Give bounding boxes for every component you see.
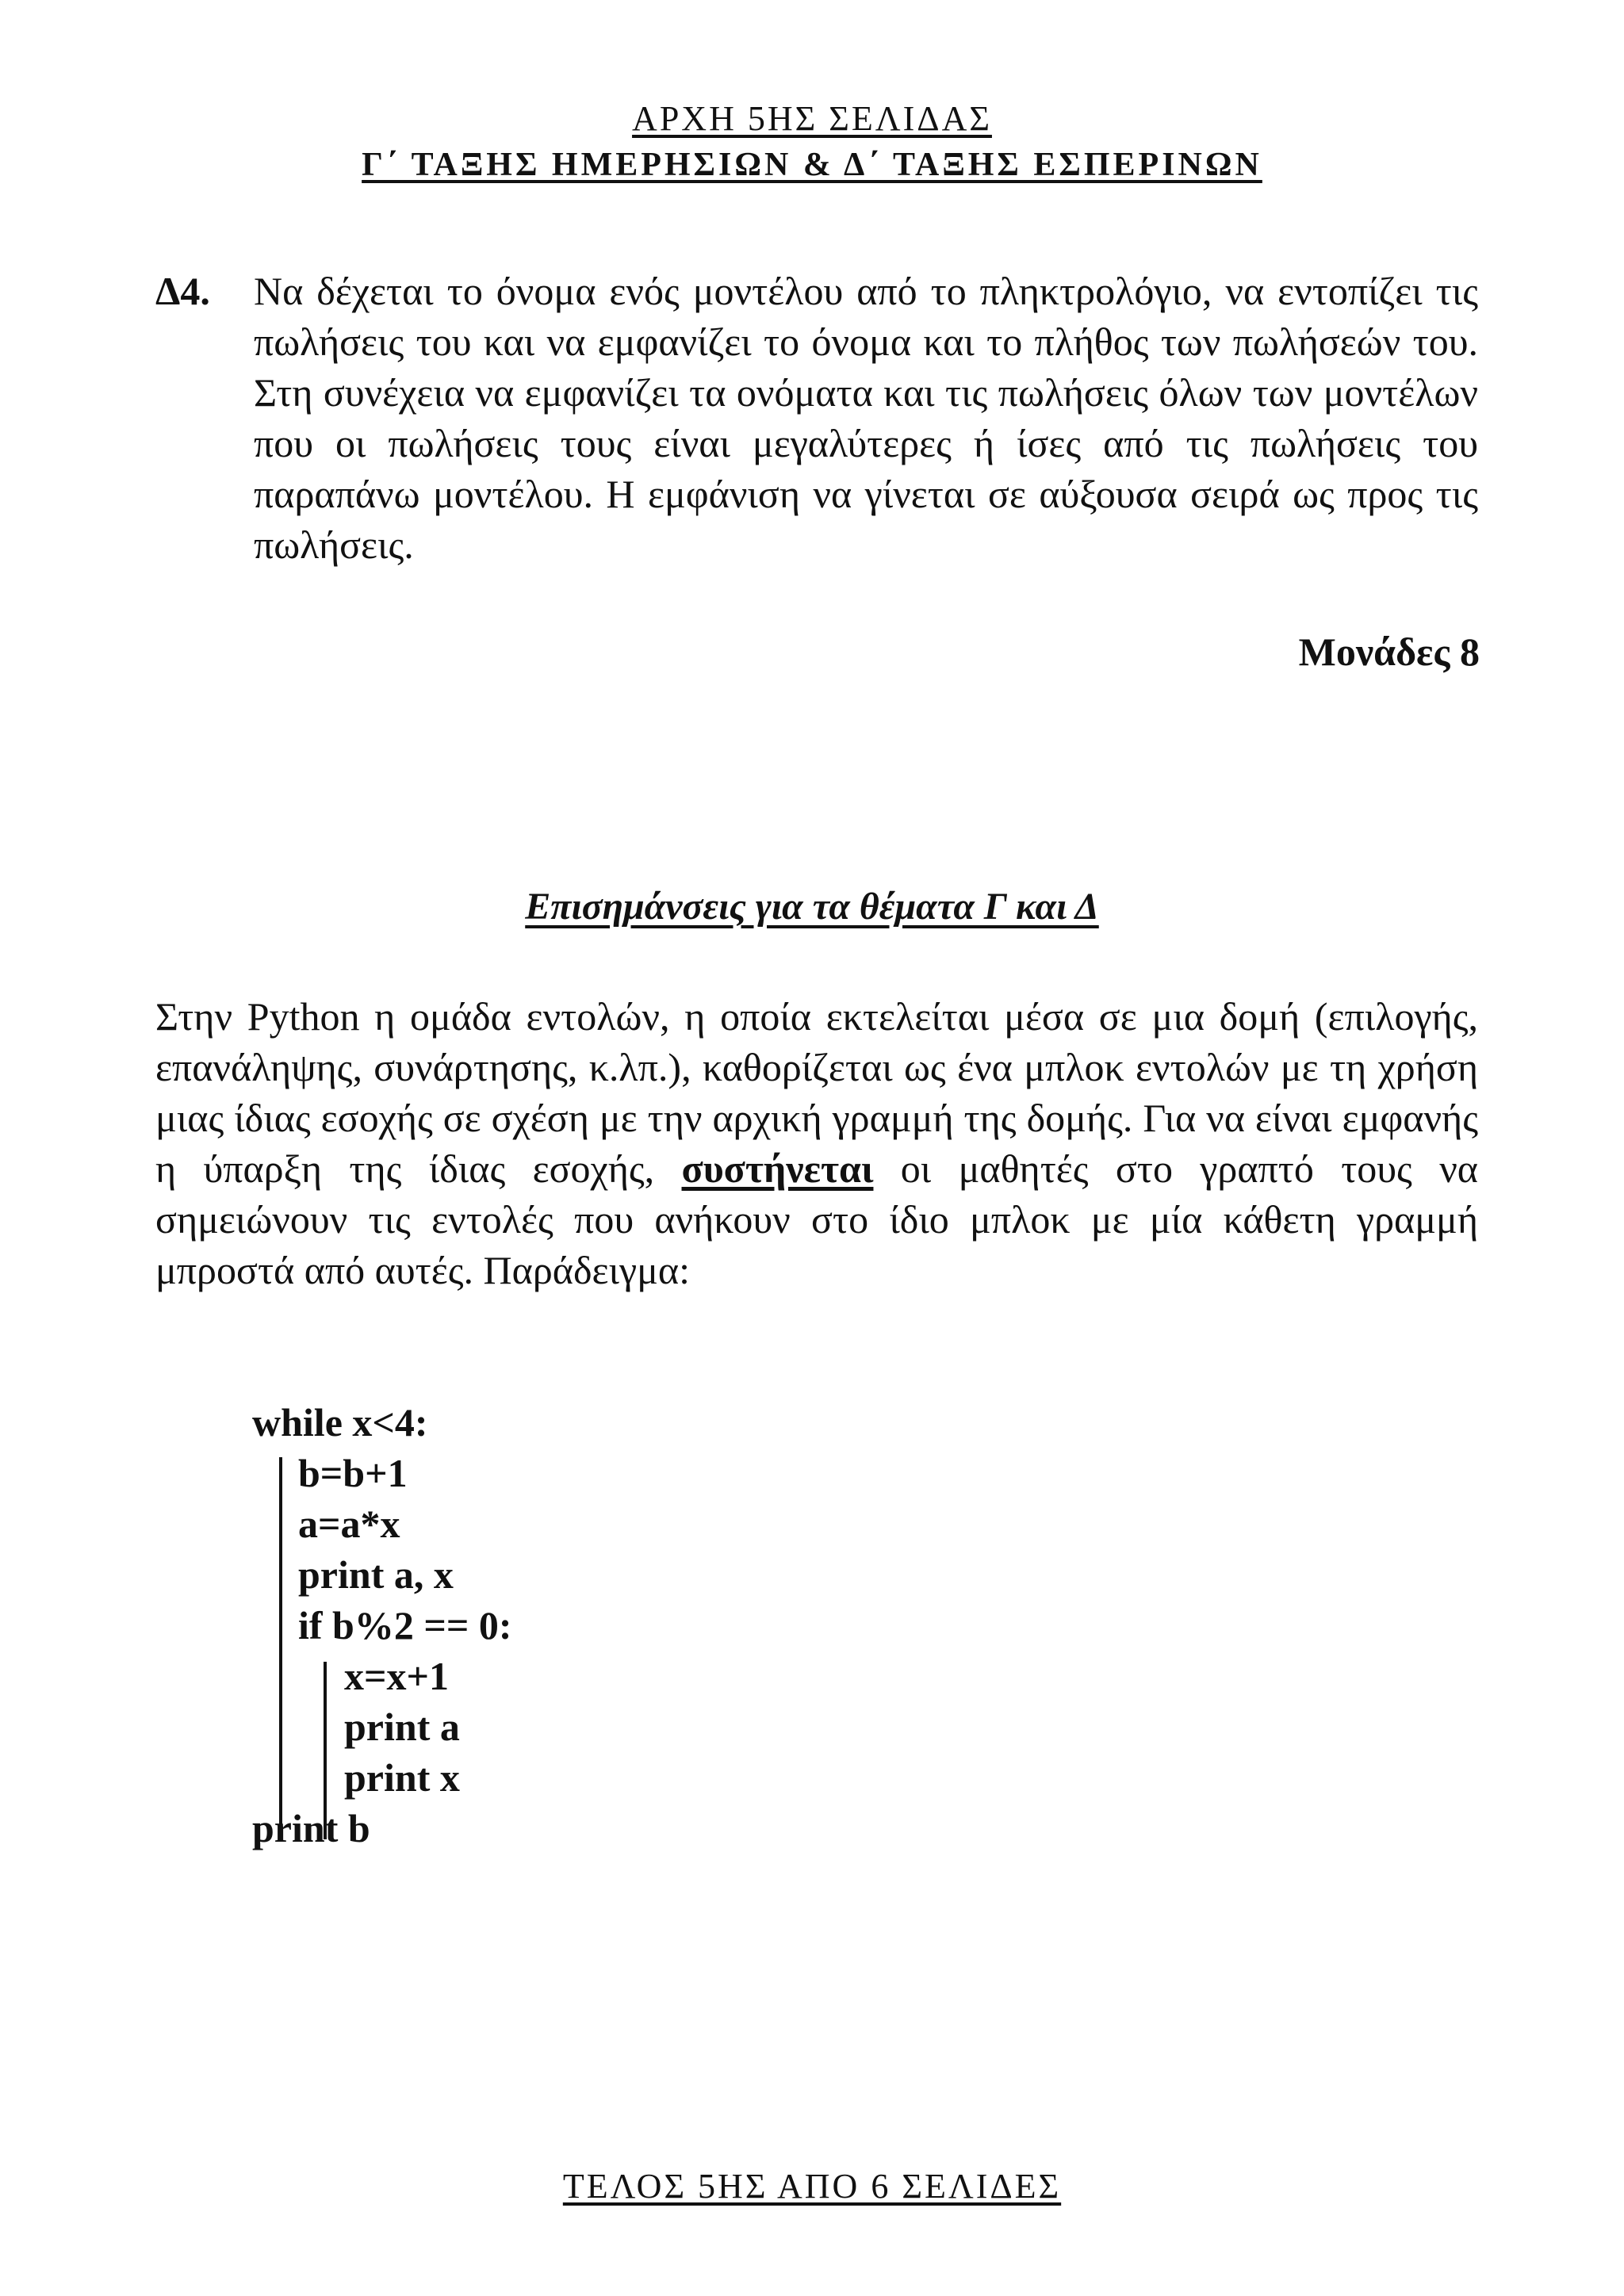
page-start-header (0, 97, 1624, 141)
class-line-text: Γ΄ ΤΑΞΗΣ ΗΜΕΡΗΣΙΩΝ & Δ΄ ΤΑΞΗΣ ΕΣΠΕΡΙΝΩΝ (362, 147, 1262, 183)
question-text: Να δέχεται το όνομα ενός μοντέλου από το πληκτρολόγιο, να εντοπίζει τις πωλήσεις του και να εμφανίζει το όνομα και το πλήθος των πωλήσεών του. Στη συνέχεια να εμφανίζει τα ονόματα και τις πωλήσεις όλων των μοντέλων που οι πωλήσεις τους είναι μεγαλύτερες ή ίσες από τις πωλήσεις του παραπάνω μοντέλου. Η εμφάνιση να γίνεται σε αύξουσα σειρά ως προς τις πωλήσεις. (254, 269, 1478, 567)
notes-emphasis: συστήνεται (681, 1146, 874, 1191)
notes-body (155, 991, 1478, 1295)
code-line-1: b=b+1 (298, 1451, 408, 1495)
notes-title-text: Επισημάνσεις για τα θέματα Γ και Δ (525, 886, 1099, 928)
class-header (0, 143, 1624, 187)
question-marks: Μονάδες 8 (1298, 629, 1480, 674)
page-start-text: ΑΡΧΗ 5ΗΣ ΣΕΛΙΔΑΣ (632, 99, 992, 138)
notes-text-before: Στην Python η ομάδα εντολών, η οποία εκτελείται μέσα σε μια δομή (επιλογής, επανάληψης, συνάρτησης, κ.λπ.), καθορίζεται ως ένα μπλοκ εντολών με τη χρήση μιας ίδιας εσοχής σε σχέση με την αρχική γραμμή της δομής. Για να είναι εμφανής η ύπαρξη της ίδιας εσοχής, (155, 994, 1478, 1191)
code-line-6: print a (344, 1705, 460, 1749)
code-line-7: print x (344, 1755, 460, 1800)
block-bar-outer (279, 1457, 282, 1839)
code-line-5: x=x+1 (344, 1654, 449, 1698)
notes-title (0, 882, 1624, 932)
page-end-footer (0, 2164, 1624, 2209)
notes-text-after: οι μαθητές στο γραπτό τους να σημειώνουν τις εντολές που ανήκουν στο ίδιο μπλοκ με μία κάθετη γραμμή μπροστά από αυτές. Παράδειγμα: (155, 1146, 1478, 1292)
question-number: Δ4. (155, 269, 210, 313)
code-example (252, 1397, 966, 1873)
page-end-text: ΤΕΛΟΣ 5ΗΣ ΑΠΟ 6 ΣΕΛΙΔΕΣ (562, 2167, 1062, 2206)
code-line-while: while x<4: (252, 1400, 428, 1445)
code-line-print-b: print b (252, 1806, 370, 1850)
code-line-3: print a, x (298, 1552, 454, 1597)
code-line-2: a=a*x (298, 1502, 400, 1546)
code-line-if: if b%2 == 0: (298, 1603, 512, 1647)
